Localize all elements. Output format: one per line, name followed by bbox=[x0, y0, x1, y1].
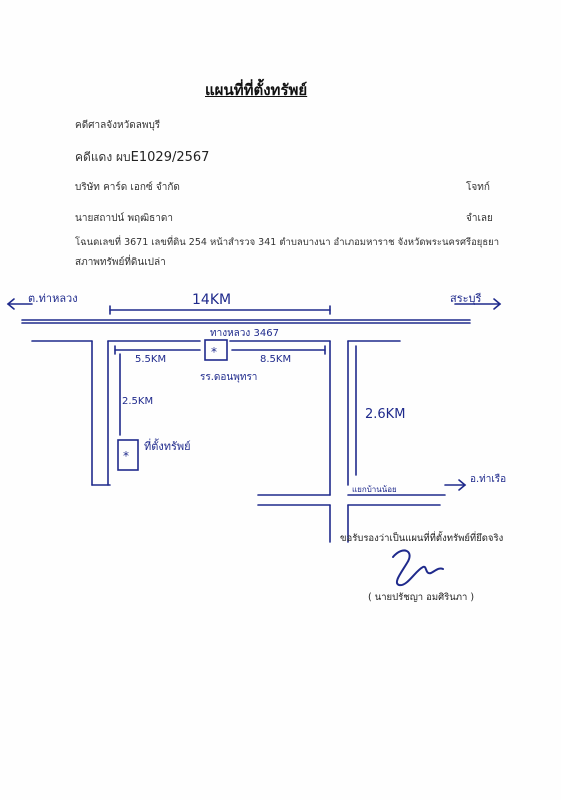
dist-down-label: 2.5KM bbox=[122, 396, 154, 407]
document-title: แผนที่ที่ตั้งทรัพย์ bbox=[205, 81, 308, 99]
property-label: ที่ตั้งทรัพย์ bbox=[144, 440, 191, 453]
case-number bbox=[75, 148, 209, 167]
defendant-role: จำเลย bbox=[466, 213, 493, 224]
signer-name: ( นายปรัชญา อมศิรินภา ) bbox=[368, 592, 475, 603]
case-number-value: E1029/2567 bbox=[130, 150, 210, 165]
school-label: รร.ดอนพุทรา bbox=[200, 372, 258, 383]
dist-right-label: 8.5KM bbox=[260, 354, 292, 365]
property-star-icon: * bbox=[123, 449, 129, 463]
left-direction-label: ต.ท่าหลวง bbox=[28, 292, 78, 305]
signature bbox=[385, 545, 445, 590]
plaintiff-name: บริษัท คาร์ด เอกซ์ จำกัด bbox=[75, 182, 180, 193]
right-direction-label: สระบุรี bbox=[450, 292, 482, 305]
right-arrow-label: อ.ท่าเรือ bbox=[470, 474, 507, 485]
main-distance-label: 14KM bbox=[192, 292, 232, 308]
junction-label: แยกบ้านน้อย bbox=[352, 485, 397, 494]
certification-text: ขอรับรองว่าเป็นแผนที่ที่ตั้งทรัพย์ที่ยึดจริง bbox=[340, 533, 504, 544]
property-condition: สภาพทรัพย์ที่ดินเปล่า bbox=[75, 257, 166, 268]
road-name-label: ทางหลวง 3467 bbox=[210, 328, 279, 339]
court-name: คดีศาลจังหวัดลพบุรี bbox=[75, 120, 161, 131]
deed-info: โฉนดเลขที่ 3671 เลขที่ดิน 254 หน้าสำรวจ 341 ตำบลบางนา อำเภอมหาราช จังหวัดพระนครศรีอยุธยา bbox=[75, 237, 500, 248]
dist-left-label: 5.5KM bbox=[135, 354, 167, 365]
location-map bbox=[0, 280, 561, 550]
defendant-name: นายสถาปน์ พฤฒิธาดา bbox=[75, 213, 173, 224]
plaintiff-role: โจทก์ bbox=[466, 182, 490, 193]
dist-vertical-label: 2.6KM bbox=[365, 407, 406, 422]
case-prefix: คดีแดง ผบ bbox=[75, 150, 131, 164]
school-star-icon: * bbox=[211, 345, 217, 359]
